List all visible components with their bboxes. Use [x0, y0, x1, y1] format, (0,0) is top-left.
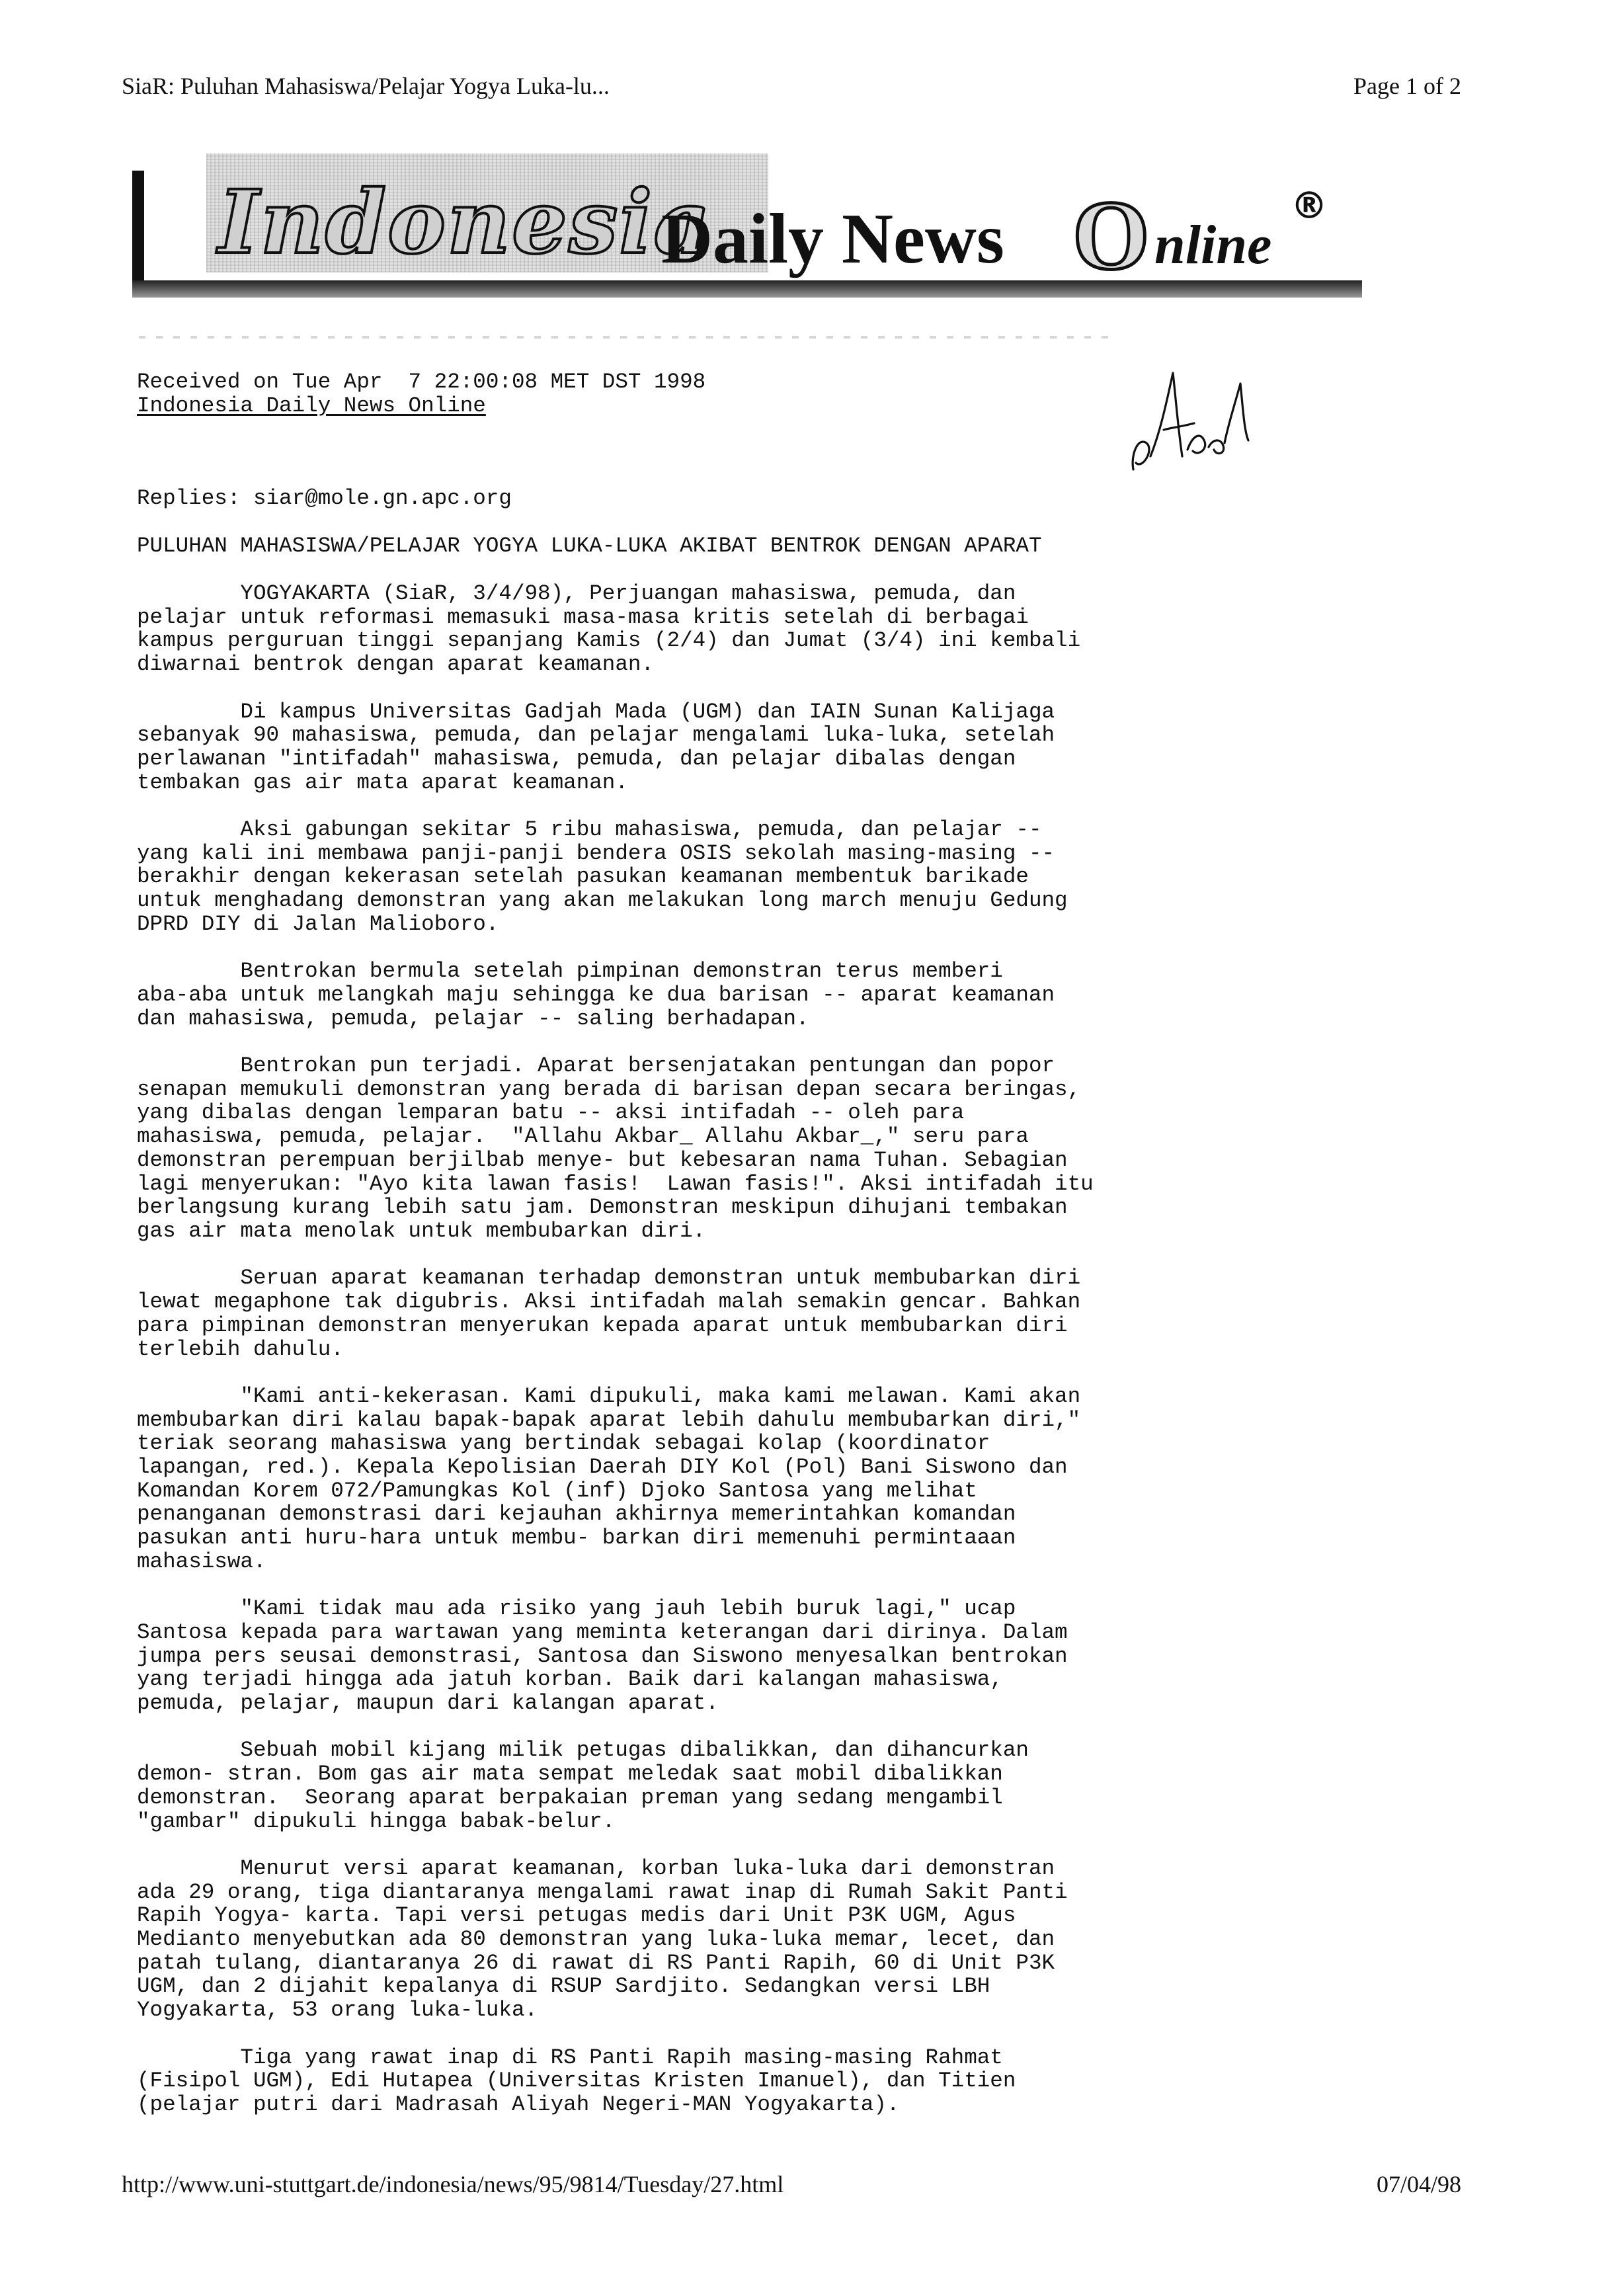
handwritten-signature — [1124, 357, 1263, 483]
page-header-title: SiaR: Puluhan Mahasiswa/Pelajar Yogya Luka-lu... — [122, 73, 610, 99]
banner-left-bar — [132, 171, 144, 293]
registered-mark: ® — [1291, 184, 1328, 227]
page-footer-date: 07/04/98 — [1376, 2171, 1461, 2197]
banner-dotted-rule — [139, 336, 1111, 339]
masthead-banner — [132, 151, 1362, 309]
article-body: YOGYAKARTA (SiaR, 3/4/98), Perjuangan mahasiswa, pemuda, dan pelajar untuk reformasi memasuki masa-masa kritis setelah di berbagai kampus perguruan tinggi sepanjang Kamis (2/4) dan Jumat (3/4) ini kembali diwarnai bentrok dengan aparat keamanan. Di kampus Universitas Gadjah Mada (UGM) dan IAIN Sunan Kalijaga sebanyak 90 mahasiswa, pemuda, dan pelajar mengalami luka-luka, setelah perlawanan "intifadah" mahasiswa, pemuda, dan pelajar dibalas dengan tembakan gas air mata aparat keamanan. Aksi gabungan sekitar 5 ribu mahasiswa, pemuda, dan pelajar -- yang kali ini membawa panji-panji bendera OSIS sekolah masing-masing -- berakhir dengan kekerasan setelah pasukan keamanan membentuk barikade untuk menghadang demonstran yang akan melakukan long march menuju Gedung DPRD DIY di Jalan Malioboro. Bentrokan bermula setelah pimpinan demonstran terus memberi aba-aba untuk melangkah maju sehingga ke dua barisan -- aparat keamanan dan mahasiswa, pemuda, pelajar -- saling berhadapan. Bentrokan pun terjadi. Aparat bersenjatakan pentungan dan popor senapan memukuli demonstran yang berada di barisan depan secara beringas, yang dibalas dengan lemparan batu -- aksi intifadah -- oleh para mahasiswa, pemuda, pelajar. "Allahu Akbar_ Allahu Akbar_," seru para demonstran perempuan berjilbab menye- but kebesaran nama Tuhan. Sebagian lagi menyerukan: "Ayo kita lawan fasis! Lawan fasis!". Aksi intifadah itu berlangsung kurang lebih satu jam. Demonstran meskipun dihujani tembakan gas air mata menolak untuk membubarkan diri. Seruan aparat keamanan terhadap demonstran untuk membubarkan diri lewat megaphone tak digubris. Aksi intifadah malah semakin gencar. Bahkan para pimpinan demonstran menyerukan kepada aparat untuk membubarkan diri terlebih dahulu. "Kami anti-kekerasan. Kami dipukuli, maka kami melawan. Kami akan membubarkan diri kalau bapak-bapak aparat lebih dahulu membubarkan diri," teriak seorang mahasiswa yang bertindak sebagai kolap (koordinator lapangan, red.). Kepala Kepolisian Daerah DIY Kol (Pol) Bani Siswono dan Komandan Korem 072/Pamungkas Kol (inf) Djoko Santosa yang melihat penanganan demonstrasi dari kejauhan akhirnya memerintahkan komandan pasukan anti huru-hara untuk membu- barkan diri memenuhi permintaaan mahasiswa. "Kami tidak mau ada risiko yang jauh lebih buruk lagi," ucap Santosa kepada para wartawan yang meminta keterangan dari dirinya. Dalam jumpa pers seusai demonstrasi, Santosa dan Siswono menyesalkan bentrokan yang terjadi hingga ada jatuh korban. Baik dari kalangan mahasiswa, pemuda, pelajar, maupun dari kalangan aparat. Sebuah mobil kijang milik petugas dibalikkan, dan dihancurkan demon- stran. Bom gas air mata sempat meledak saat mobil dibalikkan demonstran. Seorang aparat berpakaian preman yang sedang mengambil "gambar" dipukuli hingga babak-belur. Menurut versi aparat keamanan, korban luka-luka dari demonstran ada 29 orang, tiga diantaranya mengalami rawat inap di Rumah Sakit Panti Rapih Yogya- karta. Tapi versi petugas medis dari Unit P3K UGM, Agus Medianto menyebutkan ada 80 demonstran yang luka-luka memar, lecet, dan patah tulang, diantaranya 26 di rawat di RS Panti Rapih, 60 di Unit P3K UGM, dan 2 dijahit kepalanya di RSUP Sardjito. Sedangkan versi LBH Yogyakarta, 53 orang luka-luka. Tiga yang rawat inap di RS Panti Rapih masing-masing Rahmat (Fisipol UGM), Edi Hutapea (Universitas Kristen Imanuel), dan Titien (pelajar putri dari Madrasah Aliyah Negeri-MAN Yogyakarta). — [137, 581, 1094, 2117]
source-link[interactable]: Indonesia Daily News Online — [137, 393, 486, 418]
article-headline: PULUHAN MAHASISWA/PELAJAR YOGYA LUKA-LUKA AKIBAT BENTROK DENGAN APARAT — [137, 534, 1042, 558]
banner-daily-news: Daily News — [661, 200, 1004, 278]
banner-online-o: O — [1072, 181, 1150, 290]
banner-indonesia-script: Indonesia — [218, 171, 711, 274]
received-line: Received on Tue Apr 7 22:00:08 MET DST 1998 — [137, 370, 706, 394]
replies-line: Replies: siar@mole.gn.apc.org — [137, 486, 512, 511]
banner-underline — [132, 280, 1362, 298]
banner-online-rest: nline — [1154, 214, 1272, 276]
page-number: Page 1 of 2 — [1353, 73, 1461, 99]
page-footer-url[interactable]: http://www.uni-stuttgart.de/indonesia/news/95/9814/Tuesday/27.html — [122, 2171, 784, 2197]
